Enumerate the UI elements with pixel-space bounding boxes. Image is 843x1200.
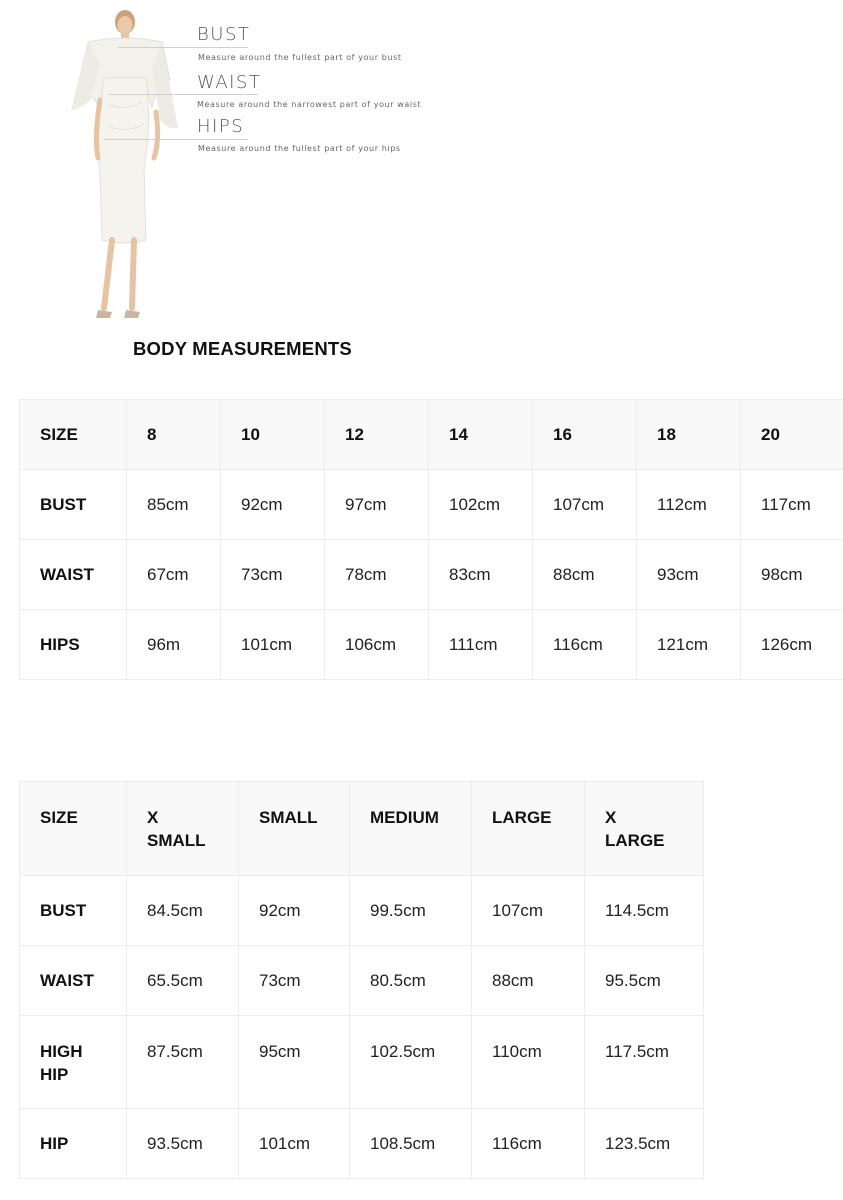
row-label: HIPS: [20, 610, 127, 680]
header-cell-small: SMALL: [239, 782, 350, 876]
header-cell-size: SIZE: [20, 782, 127, 876]
model-illustration: [60, 8, 200, 328]
bust-description: Measure around the fullest part of your bust: [198, 53, 402, 62]
header-text: X: [605, 808, 617, 827]
header-cell-10: 10: [221, 400, 325, 470]
waist-guide-line: [108, 94, 258, 95]
table-cell: 73cm: [221, 540, 325, 610]
row-label: WAIST: [20, 946, 127, 1016]
page-title: BODY MEASUREMENTS: [133, 338, 352, 359]
numeric-size-table: [19, 399, 843, 680]
table-cell: 117cm: [741, 470, 843, 540]
row-label-text: HIP: [40, 1065, 69, 1084]
table-cell: 101cm: [239, 1109, 350, 1179]
hips-guide-line: [104, 139, 248, 140]
waist-description: Measure around the narrowest part of your waist: [197, 100, 422, 109]
header-cell-14: 14: [429, 400, 533, 470]
table-cell: 98cm: [741, 540, 843, 610]
table-cell: 85cm: [127, 470, 221, 540]
header-cell-12: 12: [325, 400, 429, 470]
table-cell: 110cm: [472, 1016, 585, 1109]
header-text: X: [147, 808, 159, 827]
table-row-hip: [20, 1109, 704, 1179]
table-cell: 117.5cm: [585, 1016, 704, 1109]
header-text: SMALL: [147, 831, 206, 850]
table-cell: 95.5cm: [585, 946, 704, 1016]
table-row-bust: [20, 470, 843, 540]
table-cell: 106cm: [325, 610, 429, 680]
header-cell-size: SIZE: [20, 400, 127, 470]
table-cell: 97cm: [325, 470, 429, 540]
table-cell: 92cm: [239, 876, 350, 946]
table-row-waist: [20, 946, 704, 1016]
table-cell: 73cm: [239, 946, 350, 1016]
table-row-high-hip: [20, 1016, 704, 1109]
table-cell: 114.5cm: [585, 876, 704, 946]
table-cell: 116cm: [472, 1109, 585, 1179]
table-cell: 112cm: [637, 470, 741, 540]
table-cell: 80.5cm: [350, 946, 472, 1016]
hips-label: HIPS: [197, 116, 245, 137]
header-cell-8: 8: [127, 400, 221, 470]
table-cell: 108.5cm: [350, 1109, 472, 1179]
table-cell: 99.5cm: [350, 876, 472, 946]
row-label: WAIST: [20, 540, 127, 610]
letter-size-table: [19, 781, 704, 1179]
header-text: LARGE: [605, 831, 665, 850]
table-cell: 107cm: [533, 470, 637, 540]
row-label: BUST: [20, 876, 127, 946]
header-cell-large: LARGE: [472, 782, 585, 876]
bust-guide-line: [118, 47, 248, 48]
table-header-row: [20, 782, 704, 876]
header-cell-20: 20: [741, 400, 843, 470]
table-cell: 116cm: [533, 610, 637, 680]
table-cell: 83cm: [429, 540, 533, 610]
row-label: [20, 1016, 127, 1109]
header-cell-16: 16: [533, 400, 637, 470]
header-cell-medium: MEDIUM: [350, 782, 472, 876]
bust-label: BUST: [197, 24, 251, 45]
header-cell-18: 18: [637, 400, 741, 470]
table-cell: 111cm: [429, 610, 533, 680]
table-row-hips: [20, 610, 843, 680]
table-cell: 67cm: [127, 540, 221, 610]
table-cell: 78cm: [325, 540, 429, 610]
table-cell: 126cm: [741, 610, 843, 680]
table-cell: 102.5cm: [350, 1016, 472, 1109]
table-row-waist: [20, 540, 843, 610]
table-cell: 88cm: [472, 946, 585, 1016]
row-label: BUST: [20, 470, 127, 540]
table-cell: 101cm: [221, 610, 325, 680]
table-header-row: [20, 400, 843, 470]
table-cell: 92cm: [221, 470, 325, 540]
waist-label: WAIST: [197, 72, 262, 93]
table-cell: 121cm: [637, 610, 741, 680]
table-cell: 88cm: [533, 540, 637, 610]
table-cell: 107cm: [472, 876, 585, 946]
table-cell: 93cm: [637, 540, 741, 610]
row-label: HIP: [20, 1109, 127, 1179]
header-cell-x-large: [585, 782, 704, 876]
table-cell: 93.5cm: [127, 1109, 239, 1179]
header-cell-x-small: [127, 782, 239, 876]
table-cell: 95cm: [239, 1016, 350, 1109]
table-cell: 84.5cm: [127, 876, 239, 946]
table-cell: 65.5cm: [127, 946, 239, 1016]
table-cell: 96m: [127, 610, 221, 680]
table-cell: 102cm: [429, 470, 533, 540]
row-label-text: HIGH: [40, 1042, 83, 1061]
hips-description: Measure around the fullest part of your hips: [198, 144, 401, 153]
table-cell: 123.5cm: [585, 1109, 704, 1179]
table-row-bust: [20, 876, 704, 946]
table-cell: 87.5cm: [127, 1016, 239, 1109]
